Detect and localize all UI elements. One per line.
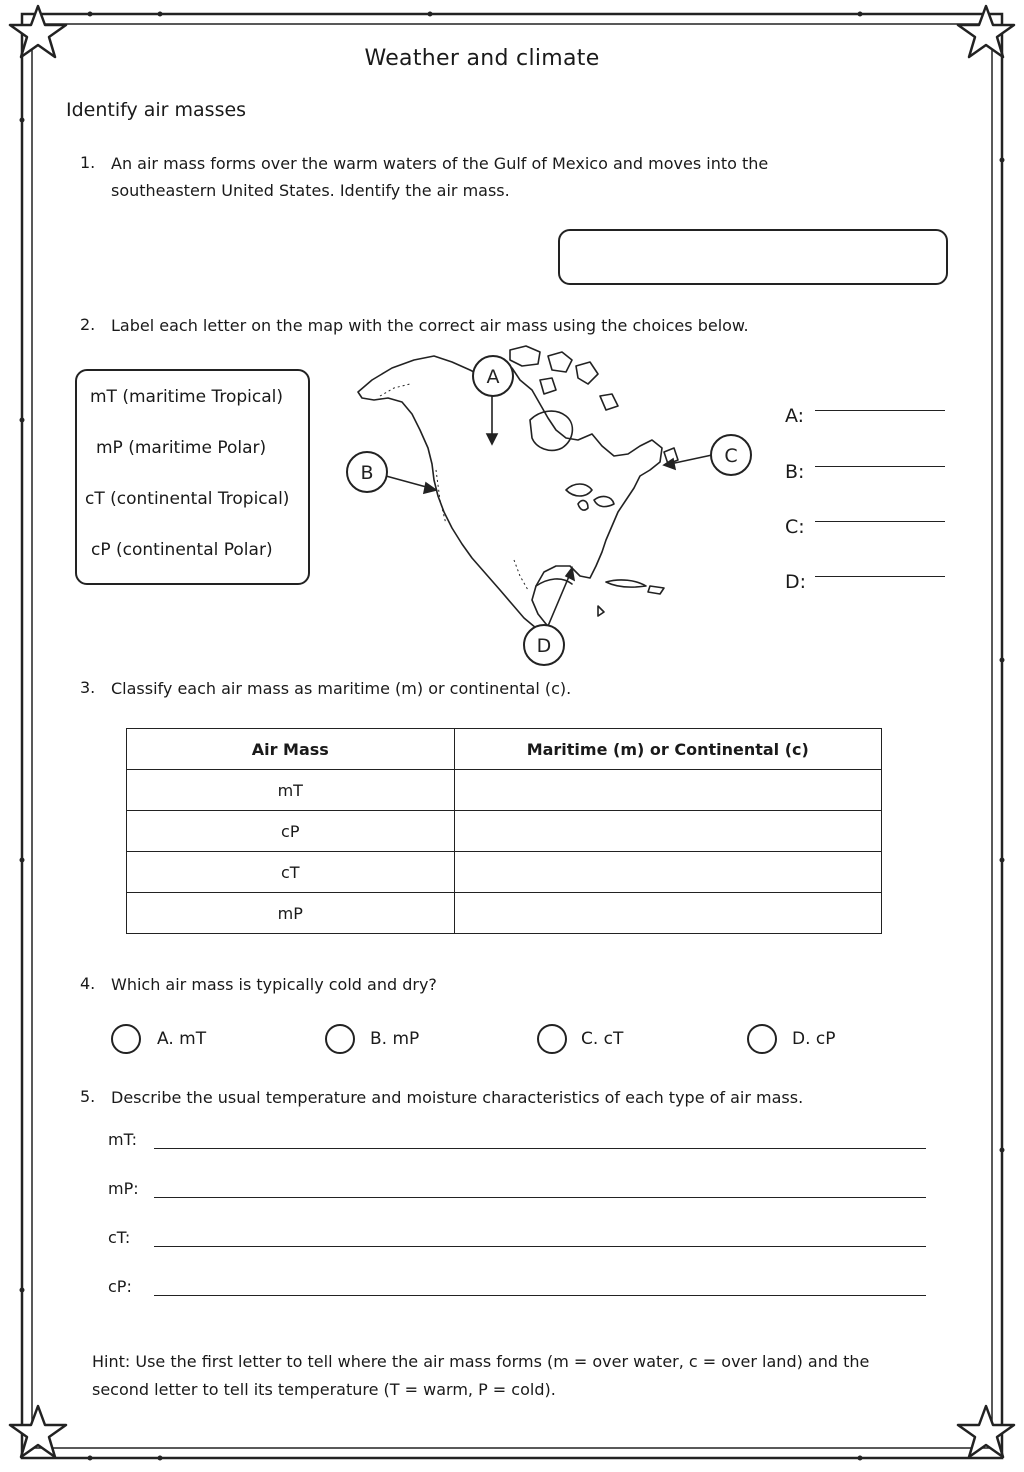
describe-label-ct: cT: [108, 1228, 131, 1247]
answer-line-a[interactable] [815, 410, 945, 411]
question-number: 1. [80, 153, 96, 172]
option-radio-a[interactable] [111, 1024, 141, 1054]
table-row [127, 811, 882, 852]
question-5-text: Describe the usual temperature and moisture characteristics of each type of air mass. [111, 1088, 804, 1107]
choice-mt: mT (maritime Tropical) [90, 387, 284, 407]
question-text-line: An air mass forms over the warm waters of the Gulf of Mexico and moves into the [111, 154, 769, 173]
choice-mp: mP (maritime Polar) [96, 438, 267, 458]
option-radio-d[interactable] [747, 1024, 777, 1054]
describe-line-ct[interactable] [154, 1246, 926, 1247]
question-4-text: Which air mass is typically cold and dry? [111, 975, 437, 994]
option-label-a: A. mT [157, 1029, 207, 1049]
table-row [127, 852, 882, 893]
question-number: 5. [80, 1087, 96, 1106]
answer-cell[interactable] [454, 811, 881, 852]
option-label-d: D. cP [792, 1029, 836, 1049]
star-icon [958, 1406, 1014, 1457]
describe-line-mp[interactable] [154, 1197, 926, 1198]
answer-label-c: C: [785, 516, 805, 538]
describe-label-mt: mT: [108, 1130, 137, 1149]
column-header: Air Mass [127, 729, 455, 770]
answer-line-b[interactable] [815, 466, 945, 467]
air-mass-cell: cP [127, 811, 455, 852]
answer-cell[interactable] [454, 770, 881, 811]
describe-label-mp: mP: [108, 1179, 139, 1198]
choice-ct: cT (continental Tropical) [85, 489, 290, 509]
choices-box [75, 369, 310, 585]
question-2-text: Label each letter on the map with the correct air mass using the choices below. [111, 316, 749, 335]
worksheet-title: Weather and climate [364, 46, 600, 71]
north-america-map [340, 340, 738, 670]
hint-text [92, 1348, 952, 1404]
question-text-line: southeastern United States. Identify the air mass. [111, 181, 510, 200]
answer-box[interactable] [558, 229, 948, 285]
answer-label-d: D: [785, 571, 807, 593]
star-icon [10, 1406, 66, 1457]
air-mass-cell: mT [127, 770, 455, 811]
table-header-row [127, 729, 882, 770]
describe-label-cp: cP: [108, 1277, 132, 1296]
map-marker-a: A [486, 366, 500, 388]
question-1-text [111, 150, 768, 204]
answer-label-b: B: [785, 461, 805, 483]
map-marker-d: D [536, 635, 552, 657]
hint-line: Hint: Use the first letter to tell where the air mass forms (m = over water, c = over land) and the [92, 1352, 870, 1371]
answer-label-a: A: [785, 405, 805, 427]
map-marker-c: C [724, 445, 738, 467]
answer-line-d[interactable] [815, 576, 945, 577]
option-radio-c[interactable] [537, 1024, 567, 1054]
question-number: 4. [80, 974, 96, 993]
answer-cell[interactable] [454, 852, 881, 893]
classification-table [126, 728, 882, 934]
option-label-b: B. mP [370, 1029, 420, 1049]
describe-line-cp[interactable] [154, 1295, 926, 1296]
question-3-text: Classify each air mass as maritime (m) or continental (c). [111, 679, 572, 698]
map-marker-b: B [360, 462, 374, 484]
air-mass-cell: mP [127, 893, 455, 934]
table-row [127, 893, 882, 934]
answer-cell[interactable] [454, 893, 881, 934]
question-number: 3. [80, 678, 96, 697]
hint-line: second letter to tell its temperature (T = warm, P = cold). [92, 1380, 556, 1399]
column-header: Maritime (m) or Continental (c) [454, 729, 881, 770]
option-radio-b[interactable] [325, 1024, 355, 1054]
table-row [127, 770, 882, 811]
answer-line-c[interactable] [815, 521, 945, 522]
air-mass-cell: cT [127, 852, 455, 893]
choice-cp: cP (continental Polar) [91, 540, 273, 560]
question-number: 2. [80, 315, 96, 334]
section-heading: Identify air masses [66, 99, 247, 121]
describe-line-mt[interactable] [154, 1148, 926, 1149]
option-label-c: C. cT [581, 1029, 624, 1049]
